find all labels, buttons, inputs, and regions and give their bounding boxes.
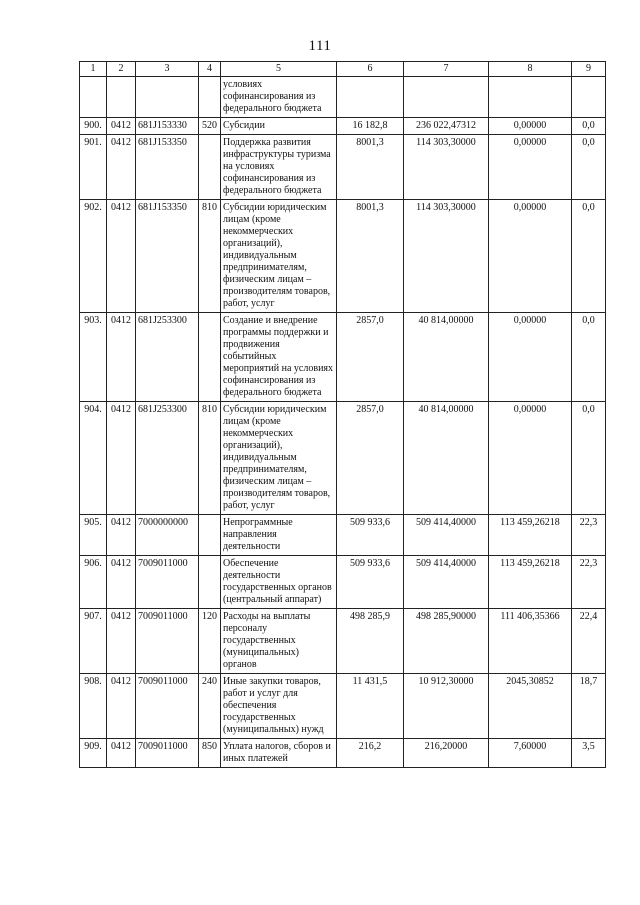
item-name: Субсидии	[221, 118, 337, 135]
article-code: 7009011000	[136, 556, 199, 609]
article-code: 7009011000	[136, 674, 199, 739]
value-col9	[572, 77, 606, 118]
row-number: 901.	[80, 135, 107, 200]
value-col8: 0,00000	[489, 135, 572, 200]
value-col7: 509 414,40000	[404, 515, 489, 556]
section-code: 0412	[107, 515, 136, 556]
item-name: Иные закупки товаров, работ и услуг для обеспечения государственных (муниципальных) нужд	[221, 674, 337, 739]
value-col8: 2045,30852	[489, 674, 572, 739]
value-col7: 236 022,47312	[404, 118, 489, 135]
item-name: Расходы на выплаты персоналу государственных (муниципальных) органов	[221, 609, 337, 674]
column-header: 3	[136, 62, 199, 77]
column-header: 8	[489, 62, 572, 77]
table-row	[80, 739, 606, 768]
value-col6: 16 182,8	[337, 118, 404, 135]
expense-type-code: 810	[199, 402, 221, 515]
article-code: 7009011000	[136, 739, 199, 768]
item-name: Поддержка развития инфраструктуры туризма на условиях софинансирования из федерального бюджета	[221, 135, 337, 200]
column-header: 9	[572, 62, 606, 77]
row-number: 907.	[80, 609, 107, 674]
value-col6: 11 431,5	[337, 674, 404, 739]
value-col7: 216,20000	[404, 739, 489, 768]
row-number: 906.	[80, 556, 107, 609]
article-code: 7000000000	[136, 515, 199, 556]
article-code: 681J253300	[136, 402, 199, 515]
row-number: 909.	[80, 739, 107, 768]
item-name: Субсидии юридическим лицам (кроме некоммерческих организаций), индивидуальным предпринимателям, физическим лицам – производителям товаров, работ, услуг	[221, 402, 337, 515]
value-col6	[337, 77, 404, 118]
item-name: Субсидии юридическим лицам (кроме некоммерческих организаций), индивидуальным предпринимателям, физическим лицам – производителям товаров, работ, услуг	[221, 200, 337, 313]
value-col6: 8001,3	[337, 135, 404, 200]
article-code: 7009011000	[136, 609, 199, 674]
table-row	[80, 200, 606, 313]
table-row	[80, 515, 606, 556]
value-col6: 2857,0	[337, 402, 404, 515]
value-col6: 509 933,6	[337, 556, 404, 609]
value-col9: 18,7	[572, 674, 606, 739]
value-col8: 0,00000	[489, 200, 572, 313]
section-code: 0412	[107, 402, 136, 515]
item-name: условиях софинансирования из федерального бюджета	[221, 77, 337, 118]
table-row	[80, 609, 606, 674]
value-col9: 0,0	[572, 200, 606, 313]
column-header: 1	[80, 62, 107, 77]
expense-type-code: 850	[199, 739, 221, 768]
value-col8: 0,00000	[489, 313, 572, 402]
value-col7	[404, 77, 489, 118]
expense-type-code: 810	[199, 200, 221, 313]
section-code: 0412	[107, 135, 136, 200]
row-number: 903.	[80, 313, 107, 402]
table-row	[80, 135, 606, 200]
expense-type-code: 520	[199, 118, 221, 135]
expense-type-code: 240	[199, 674, 221, 739]
column-header: 7	[404, 62, 489, 77]
value-col6: 509 933,6	[337, 515, 404, 556]
value-col7: 10 912,30000	[404, 674, 489, 739]
value-col8: 113 459,26218	[489, 515, 572, 556]
row-number: 904.	[80, 402, 107, 515]
row-number: 902.	[80, 200, 107, 313]
value-col6: 498 285,9	[337, 609, 404, 674]
row-number: 908.	[80, 674, 107, 739]
item-name: Обеспечение деятельности государственных органов (центральный аппарат)	[221, 556, 337, 609]
value-col7: 40 814,00000	[404, 402, 489, 515]
header-row	[80, 62, 606, 77]
value-col9: 22,4	[572, 609, 606, 674]
value-col7: 114 303,30000	[404, 135, 489, 200]
column-header: 2	[107, 62, 136, 77]
column-header: 4	[199, 62, 221, 77]
row-number: 905.	[80, 515, 107, 556]
item-name: Уплата налогов, сборов и иных платежей	[221, 739, 337, 768]
value-col7: 40 814,00000	[404, 313, 489, 402]
row-number	[80, 77, 107, 118]
budget-table	[79, 61, 606, 768]
article-code: 681J153330	[136, 118, 199, 135]
value-col6: 8001,3	[337, 200, 404, 313]
value-col8: 7,60000	[489, 739, 572, 768]
table-row	[80, 402, 606, 515]
value-col7: 509 414,40000	[404, 556, 489, 609]
section-code: 0412	[107, 556, 136, 609]
table-row	[80, 556, 606, 609]
value-col8: 111 406,35366	[489, 609, 572, 674]
article-code: 681J253300	[136, 313, 199, 402]
value-col8: 0,00000	[489, 402, 572, 515]
expense-type-code	[199, 77, 221, 118]
expense-type-code	[199, 556, 221, 609]
value-col8: 113 459,26218	[489, 556, 572, 609]
column-header: 5	[221, 62, 337, 77]
page-number: 111	[308, 38, 332, 54]
expense-type-code	[199, 135, 221, 200]
item-name: Непрограммные направления деятельности	[221, 515, 337, 556]
section-code: 0412	[107, 118, 136, 135]
table-row	[80, 313, 606, 402]
value-col6: 2857,0	[337, 313, 404, 402]
section-code: 0412	[107, 313, 136, 402]
value-col9: 0,0	[572, 313, 606, 402]
section-code: 0412	[107, 200, 136, 313]
item-name: Создание и внедрение программы поддержки и продвижения событийных мероприятий на условиях софинансирования из федерального бюджета	[221, 313, 337, 402]
article-code: 681J153350	[136, 135, 199, 200]
table-row	[80, 77, 606, 118]
value-col9: 22,3	[572, 556, 606, 609]
section-code	[107, 77, 136, 118]
expense-type-code: 120	[199, 609, 221, 674]
section-code: 0412	[107, 609, 136, 674]
article-code	[136, 77, 199, 118]
expense-type-code	[199, 313, 221, 402]
value-col9: 3,5	[572, 739, 606, 768]
value-col7: 114 303,30000	[404, 200, 489, 313]
section-code: 0412	[107, 674, 136, 739]
value-col6: 216,2	[337, 739, 404, 768]
value-col9: 0,0	[572, 135, 606, 200]
value-col9: 0,0	[572, 402, 606, 515]
value-col9: 22,3	[572, 515, 606, 556]
column-header: 6	[337, 62, 404, 77]
value-col9: 0,0	[572, 118, 606, 135]
article-code: 681J153350	[136, 200, 199, 313]
table-row	[80, 118, 606, 135]
row-number: 900.	[80, 118, 107, 135]
table-row	[80, 674, 606, 739]
value-col8: 0,00000	[489, 118, 572, 135]
section-code: 0412	[107, 739, 136, 768]
expense-type-code	[199, 515, 221, 556]
value-col8	[489, 77, 572, 118]
value-col7: 498 285,90000	[404, 609, 489, 674]
